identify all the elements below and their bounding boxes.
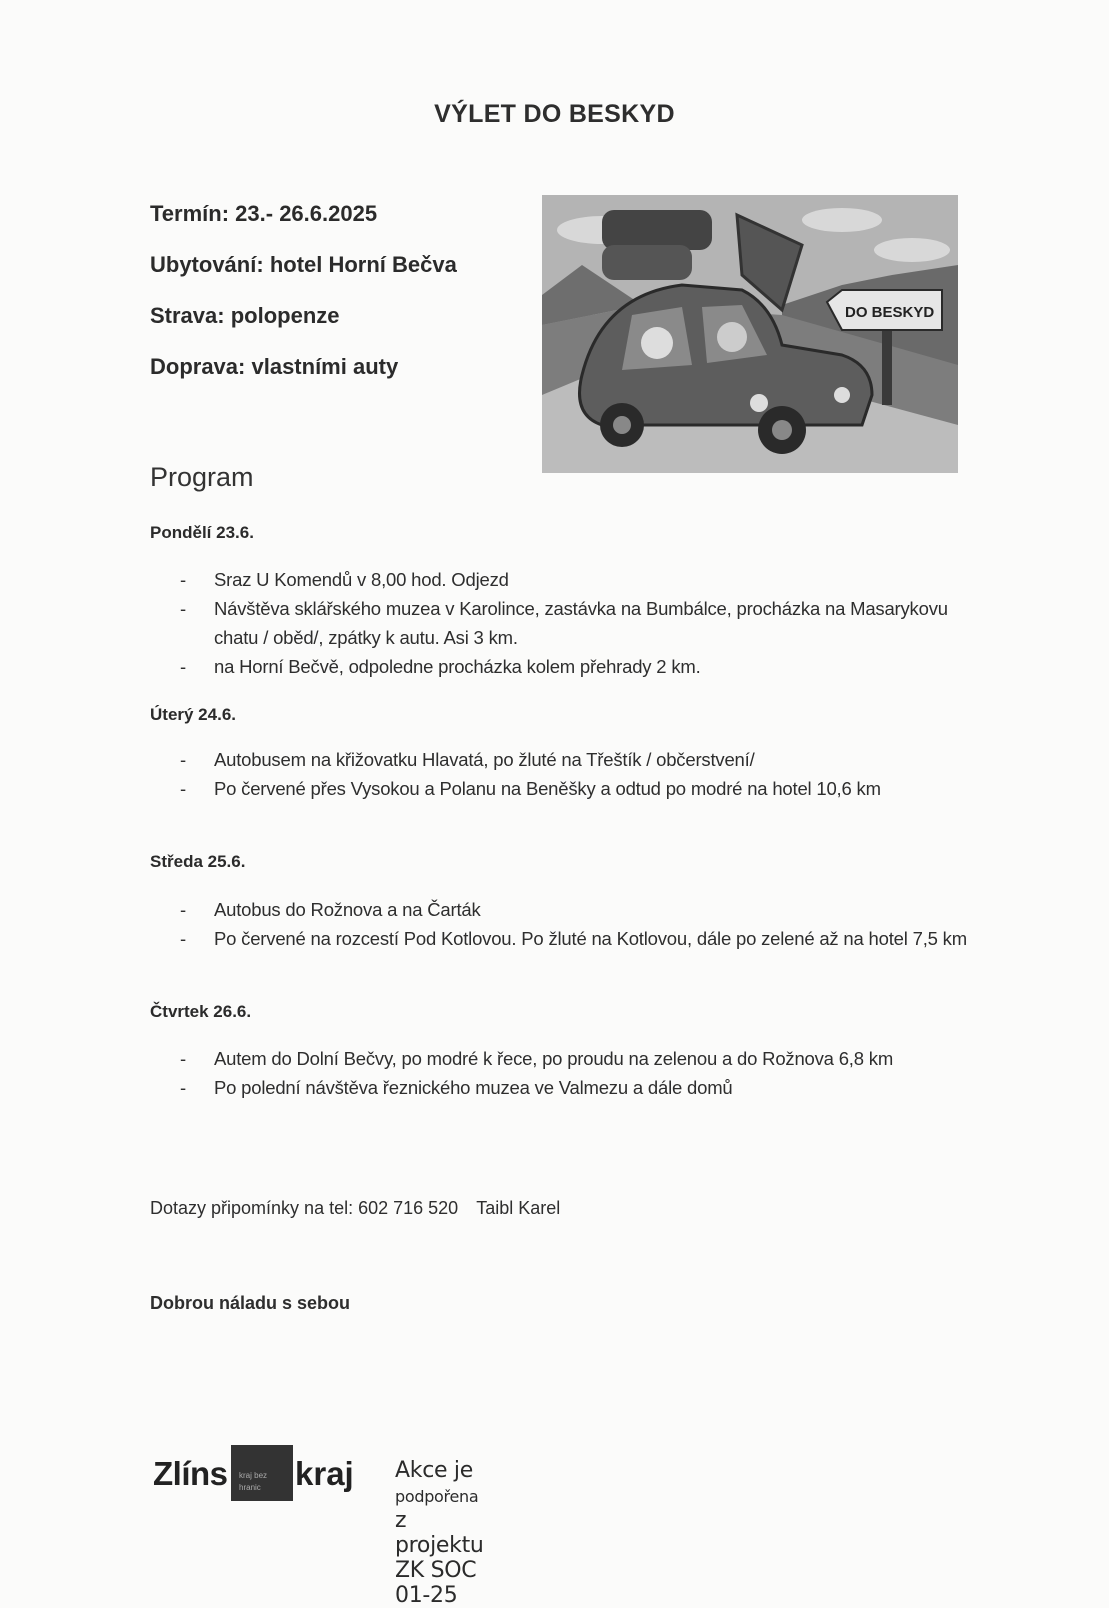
- sign-text: DO BESKYD: [845, 304, 935, 321]
- contact-name: Taibl Karel: [476, 1198, 561, 1218]
- closing-note: Dobrou náladu s sebou: [150, 1293, 351, 1313]
- logo-box-line2: hranic: [239, 1483, 261, 1492]
- info-transport: Doprava: vlastními auty: [150, 354, 399, 379]
- info-board: Strava: polopenze: [150, 303, 340, 328]
- dash-bullet: -: [180, 928, 186, 949]
- day-heading-wednesday: Středa 25.6.: [150, 852, 246, 871]
- zlin-region-logo: [153, 1445, 368, 1505]
- dash-bullet: -: [180, 656, 186, 677]
- list-item: - Po polední návštěva řeznického muzea ve Valmezu a dále domů: [180, 1073, 970, 1102]
- day-items-tuesday: [180, 745, 970, 803]
- list-item: - Sraz U Komendů v 8,00 hod. Odjezd: [180, 565, 970, 594]
- day-items-monday: [180, 565, 970, 681]
- logo-box: [231, 1445, 293, 1501]
- day-items-wednesday: [180, 895, 970, 953]
- logo-text-left: Zlíns: [153, 1455, 228, 1492]
- list-item: - Po červené na rozcestí Pod Kotlovou. Po žluté na Kotlovou, dále po zelené až na hotel 7,5 km: [180, 924, 970, 953]
- dash-bullet: -: [180, 1048, 186, 1069]
- day-heading-monday: Pondělí 23.6.: [150, 523, 254, 542]
- day-items-thursday: [180, 1044, 970, 1102]
- dash-bullet: -: [180, 598, 186, 619]
- document-title: VÝLET DO BESKYD: [434, 100, 675, 128]
- car-illustration-svg: [542, 195, 958, 473]
- list-item: - Návštěva sklářského muzea v Karolince, zastávka na Bumbálce, procházka na Masarykovu chatu / oběd/, zpátky k autu. Asi 3 km.: [180, 594, 970, 652]
- program-heading: Program: [150, 462, 254, 492]
- contact-line: [150, 1198, 560, 1219]
- dash-bullet: -: [180, 569, 186, 590]
- car-trip-illustration: [542, 195, 958, 473]
- list-item: - na Horní Bečvě, odpoledne procházka kolem přehrady 2 km.: [180, 652, 970, 681]
- list-item: - Po červené přes Vysokou a Polanu na Beněšky a odtud po modré na hotel 10,6 km: [180, 774, 970, 803]
- dash-bullet: -: [180, 778, 186, 799]
- trip-info: [150, 199, 457, 403]
- contact-text: Dotazy připomínky na tel: 602 716 520: [150, 1198, 459, 1218]
- project-support-note: Akce je podpořena z projektu ZK SOC 01-25: [395, 1458, 484, 1608]
- list-item: - Autobus do Rožnova a na Čarták: [180, 895, 970, 924]
- dash-bullet: -: [180, 749, 186, 770]
- info-accommodation: Ubytování: hotel Horní Bečva: [150, 252, 457, 277]
- day-heading-thursday: Čtvrtek 26.6.: [150, 1002, 252, 1021]
- logo-text-right: kraj: [295, 1455, 354, 1492]
- logo-box-line1: kraj bez: [239, 1471, 268, 1480]
- dash-bullet: -: [180, 899, 186, 920]
- info-term: Termín: 23.- 26.6.2025: [150, 201, 378, 226]
- list-item: - Autem do Dolní Bečvy, po modré k řece, po proudu na zelenou a do Rožnova 6,8 km: [180, 1044, 970, 1073]
- list-item: - Autobusem na křižovatku Hlavatá, po žluté na Třeštík / občerstvení/: [180, 745, 970, 774]
- dash-bullet: -: [180, 1077, 186, 1098]
- day-heading-tuesday: Úterý 24.6.: [150, 705, 236, 724]
